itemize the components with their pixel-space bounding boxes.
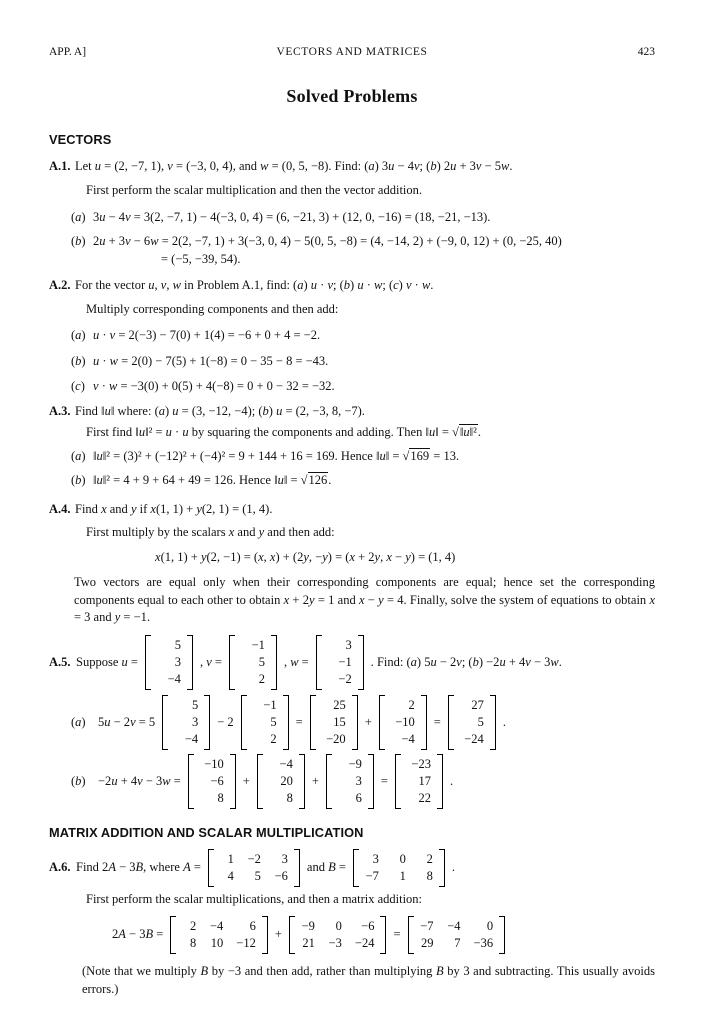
matrix: 25 15 −20 [310, 695, 358, 750]
operator: = [393, 927, 401, 942]
item-text: 3u − 4v = 3(2, −7, 1) − 4(−3, 0, 4) = (6, −21, 3) + (12, 0, −16) = (18, −21, −13). [93, 209, 491, 224]
operator: + [242, 773, 250, 788]
item-text: u · v = 2(−3) − 7(0) + 1(4) = −6 + 0 + 4 = −2. [93, 328, 321, 343]
problem-a2-statement [49, 277, 655, 295]
solution-item-c [71, 378, 655, 396]
equation-text: 2A − 3B = [112, 927, 164, 942]
punctuation: . [502, 714, 506, 729]
solution-note: First find ‖u‖² = u · u by squaring the components and adding. Then ‖u‖ = √‖u‖². [86, 425, 482, 440]
running-header [49, 44, 655, 60]
equation-text: −2u + 4v − 3w = [98, 773, 181, 788]
matrix: 2 −10 −4 [379, 695, 427, 750]
matrix: 5 3 −4 [162, 695, 210, 750]
statement-text: Suppose u = [76, 654, 138, 669]
section-heading-matrix-addition: MATRIX ADDITION AND SCALAR MULTIPLICATION [49, 825, 364, 841]
item-lead: (a) [71, 328, 86, 343]
problem-a4 [49, 501, 655, 628]
item-lead: (b) [71, 354, 86, 369]
matrix: −4 20 8 [257, 754, 305, 809]
problem-a5-statement [49, 635, 655, 690]
punctuation: . [449, 773, 454, 788]
solution-item-a [71, 209, 655, 227]
solution-item-a [71, 448, 655, 466]
item-lead: (a) [71, 449, 86, 464]
statement-text: Find x and y if x(1, 1) + y(2, 1) = (1, 4). [75, 501, 273, 516]
matrix: −1 5 2 [241, 695, 289, 750]
item-lead: (b) [71, 773, 86, 788]
solution-item-a5a [71, 695, 655, 750]
statement-text: and B = [306, 860, 346, 875]
matrix-B: 3 0 2 −7 1 8 [353, 849, 445, 887]
item-text [93, 233, 562, 269]
problem-label: A.4. [49, 501, 71, 516]
operator: = [380, 773, 388, 788]
item-text: ‖u‖² = 4 + 9 + 64 + 49 = 126. Hence ‖u‖ = √126. [93, 472, 332, 487]
vector-w-matrix: 3 −1 −2 [316, 635, 364, 690]
problem-a2 [49, 277, 655, 396]
solution-note: First multiply by the scalars x and y and then add: [86, 525, 335, 540]
statement-text: . Find: (a) 5u − 2v; (b) −2u + 4v − 3w. [370, 654, 562, 669]
statement-text: Find 2A − 3B, where A = [76, 860, 201, 875]
solution-item-a [71, 327, 655, 345]
vector-u-matrix: 5 3 −4 [145, 635, 193, 690]
header-appendix-label: APP. A] [49, 46, 87, 58]
problem-label: A.1. [49, 159, 71, 174]
problem-a4-statement [49, 501, 655, 519]
item-lead: (a) [71, 714, 86, 729]
problem-label: A.5. [49, 654, 71, 669]
solution-note: First perform the scalar multiplication and then the vector addition. [86, 182, 423, 197]
matrix: 2 −4 6 8 10 −12 [170, 916, 268, 954]
equation-text: 5u − 2v = 5 [98, 714, 156, 729]
operator: = [433, 714, 441, 729]
solution-item-b [71, 233, 655, 269]
matrix: 27 5 −24 [448, 695, 496, 750]
running-title: VECTORS AND MATRICES [276, 46, 428, 58]
problem-a3-statement [49, 403, 655, 421]
a6-display-equation [112, 916, 655, 954]
statement-text: Find ‖u‖ where: (a) u = (3, −12, −4); (b) u = (2, −3, 8, −7). [75, 403, 365, 418]
operator: − 2 [217, 714, 234, 729]
operator: + [364, 714, 372, 729]
item-lead: (a) [71, 209, 86, 224]
problem-label: A.6. [49, 860, 71, 875]
problem-a1-statement [49, 158, 655, 176]
solution-note: Multiply corresponding components and then add: [86, 301, 339, 316]
item-lead: (c) [71, 378, 85, 393]
equation-line: = (−5, −39, 54). [161, 252, 241, 267]
item-lead: (b) [71, 234, 86, 249]
item-text: u · w = 2(0) − 7(5) + 1(−8) = 0 − 35 − 8 = −43. [93, 354, 329, 369]
vector-v-matrix: −1 5 2 [229, 635, 277, 690]
solution-note: First perform the scalar multiplications, and then a matrix addition: [86, 892, 423, 907]
problem-label: A.3. [49, 403, 71, 418]
item-text: v · w = −3(0) + 0(5) + 4(−8) = 0 + 0 − 32 = −32. [93, 378, 335, 393]
matrix: −23 17 22 [395, 754, 443, 809]
problem-label: A.2. [49, 277, 71, 292]
problem-a1 [49, 158, 655, 269]
statement-text: , v = [199, 654, 222, 669]
punctuation: . [451, 860, 456, 875]
explanation-paragraph: Two vectors are equal only when their corresponding components are equal; hence set the corresponding components equal to each other to obtain x + 2y = 1 and x − y = 4. Finally, solve the system of equations to obtain x = 3 and y = −1. [74, 574, 655, 625]
solution-item-a5b [71, 754, 655, 809]
operator: + [311, 773, 319, 788]
statement-text: , w = [283, 654, 309, 669]
matrix-A: 1 −2 3 4 5 −6 [208, 849, 300, 887]
display-equation: x(1, 1) + y(2, −1) = (x, x) + (2y, −y) = (x + 2y, x − y) = (1, 4) [155, 550, 456, 565]
problem-a6-statement [49, 849, 655, 887]
solution-item-b [71, 472, 655, 490]
operator: + [274, 927, 282, 942]
operator: = [295, 714, 303, 729]
statement-text: For the vector u, v, w in Problem A.1, find: (a) u · v; (b) u · w; (c) v · w. [75, 277, 434, 292]
section-heading-vectors: VECTORS [49, 131, 112, 147]
matrix: −9 0 −6 21 −3 −24 [289, 916, 387, 954]
problem-a3 [49, 403, 655, 490]
statement-text: Let u = (2, −7, 1), v = (−3, 0, 4), and w = (0, 5, −8). Find: (a) 3u − 4v; (b) 2u + 3v − 5w. [75, 159, 513, 174]
item-text: ‖u‖² = (3)² + (−12)² + (−4)² = 9 + 144 + 16 = 169. Hence ‖u‖ = √169 = 13. [93, 449, 460, 464]
page-title: Solved Problems [286, 86, 418, 107]
equation-line: 2u + 3v − 6w = 2(2, −7, 1) + 3(−3, 0, 4) − 5(0, 5, −8) = (4, −14, 2) + (−9, 0, 12) + (0, −25, 40) [93, 234, 562, 249]
note-paragraph: (Note that we multiply B by −3 and then add, rather than multiplying B by 3 and subtracting. This usually avoids errors.) [82, 963, 655, 996]
matrix: −9 3 6 [326, 754, 374, 809]
matrix: −10 −6 8 [188, 754, 236, 809]
page-number: 423 [637, 46, 655, 58]
item-lead: (b) [71, 472, 86, 487]
matrix: −7 −4 0 29 7 −36 [408, 916, 506, 954]
solution-item-b [71, 353, 655, 371]
